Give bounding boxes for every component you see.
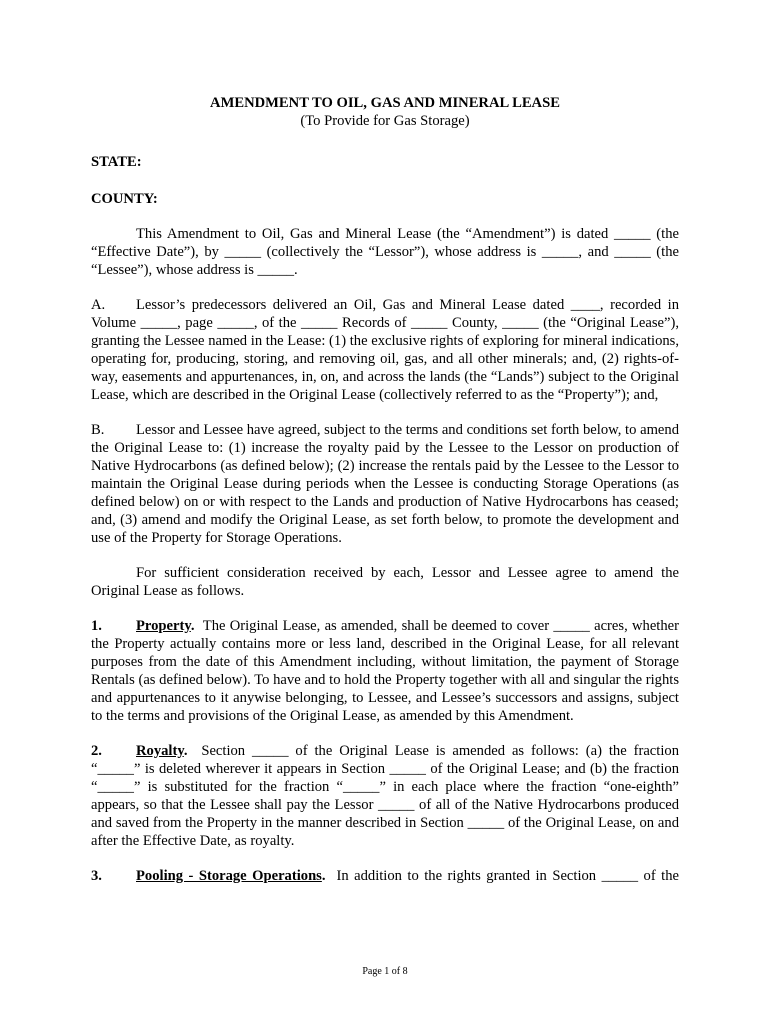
- recital-mark: B.: [91, 422, 105, 438]
- recital-a: [91, 296, 679, 404]
- recital-text: Lessor and Lessee have agreed, subject to the terms and conditions set forth below, to amend the Original Lease to: (1) increase the royalty paid by the Lessee to the Lessor on production of Native Hydrocarbons (as defined below); (2) increase the rentals paid by the Lessee to the Lessor to maintain the Original Lease during periods when the Lessee is conducting Storage Operations (as defined below) on or with respect to the Lands and production of Native Hydrocarbons has ceased; and, (3) amend and modify the Original Lease, as set forth below, to promote the development and use of the Property for Storage Operations.: [91, 422, 679, 546]
- section-text: The Original Lease, as amended, shall be deemed to cover _____ acres, whether the Property actually contains more or less land, described in the Original Lease, for all relevant purposes from the date of this Amendment including, without limitation, the payment of Storage Rentals (as defined below). To have and to hold the Property together with all and singular the rights and appurtenances to it anywise belonging, to Lessee, and Lessee’s successors and assigns, subject to the terms and provisions of the Original Lease, as amended by this Amendment.: [91, 618, 679, 724]
- document-subtitle: (To Provide for Gas Storage): [300, 113, 470, 129]
- section-heading: Pooling - Storage Operations: [136, 868, 322, 884]
- section-3: 3. Pooling - Storage Operations. In addition to the rights granted in Section _____ of the: [91, 868, 680, 884]
- document-title: AMENDMENT TO OIL, GAS AND MINERAL LEASE: [210, 95, 560, 111]
- section-heading: Royalty: [136, 743, 184, 759]
- document-page: [91, 94, 679, 885]
- section-text: Section _____ of the Original Lease is amended as follows: (a) the fraction “_____” is deleted wherever it appears in Section _____ of the Original Lease; and (b) the fraction “_____” is substituted for the fraction “_____” in each place where the fraction “one-eighth” appears, so that the Lessee shall pay the Lessor _____ of all of the Native Hydrocarbons produced and saved from the Property in the manner described in Section _____ of the Original Lease, on and after the Effective Date, as royalty.: [91, 743, 679, 849]
- section-2: 2. Royalty. Section _____ of the Original Lease is amended as follows: (a) the fraction “_____” is deleted wherever it appears in Section _____ of the Original Lease; and (b) the fraction “_____” is substituted for the fraction “_____” in each place where the fraction “one-eighth” appears, so that the Lessee shall pay the Lessor _____ of all of the Native Hydrocarbons produced and saved from the Property in the manner described in Section _____ of the Original Lease, on and after the Effective Date, as royalty.: [91, 743, 679, 849]
- section-number: 3.: [91, 868, 102, 884]
- intro-paragraph: This Amendment to Oil, Gas and Mineral Lease (the “Amendment”) is dated _____ (the “Effective Date”), by _____ (collectively the “Lessor”), whose address is _____, and _____ (the “Lessee”), whose address is _____.: [91, 226, 679, 278]
- page-footer: Page 1 of 8: [362, 966, 408, 977]
- recital-mark: A.: [91, 297, 106, 313]
- state-label: STATE:: [91, 154, 142, 170]
- section-heading: Property: [136, 618, 191, 634]
- section-text: In addition to the rights granted in Section _____ of the: [336, 868, 680, 884]
- section-number: 2.: [91, 743, 102, 759]
- section-number: 1.: [91, 618, 102, 634]
- county-label: COUNTY:: [91, 191, 158, 207]
- recital-b: [91, 421, 679, 547]
- section-1: 1. Property. The Original Lease, as amended, shall be deemed to cover _____ acres, whether the Property actually contains more or less land, described in the Original Lease, for all relevant purposes from the date of this Amendment including, without limitation, the payment of Storage Rentals (as defined below). To have and to hold the Property together with all and singular the rights and appurtenances to it anywise belonging, to Lessee, and Lessee’s successors and assigns, subject to the terms and provisions of the Original Lease, as amended by this Amendment.: [91, 618, 679, 724]
- consideration-paragraph: For sufficient consideration received by each, Lessor and Lessee agree to amend the Original Lease as follows.: [91, 565, 679, 599]
- recital-text: Lessor’s predecessors delivered an Oil, Gas and Mineral Lease dated ____, recorded in Volume _____, page _____, of the _____ Records of _____ County, _____ (the “Original Lease”), granting the Lessee named in the Lease: (1) the exclusive rights of exploring for mineral indications, operating for, producing, storing, and removing oil, gas, and all other minerals; and, (2) rights-of-way, easements and appurtenances, in, on, and across the lands (the “Lands”) subject to the Original Lease, which are described in the Original Lease (collectively referred to as the “Property”); and,: [91, 297, 679, 403]
